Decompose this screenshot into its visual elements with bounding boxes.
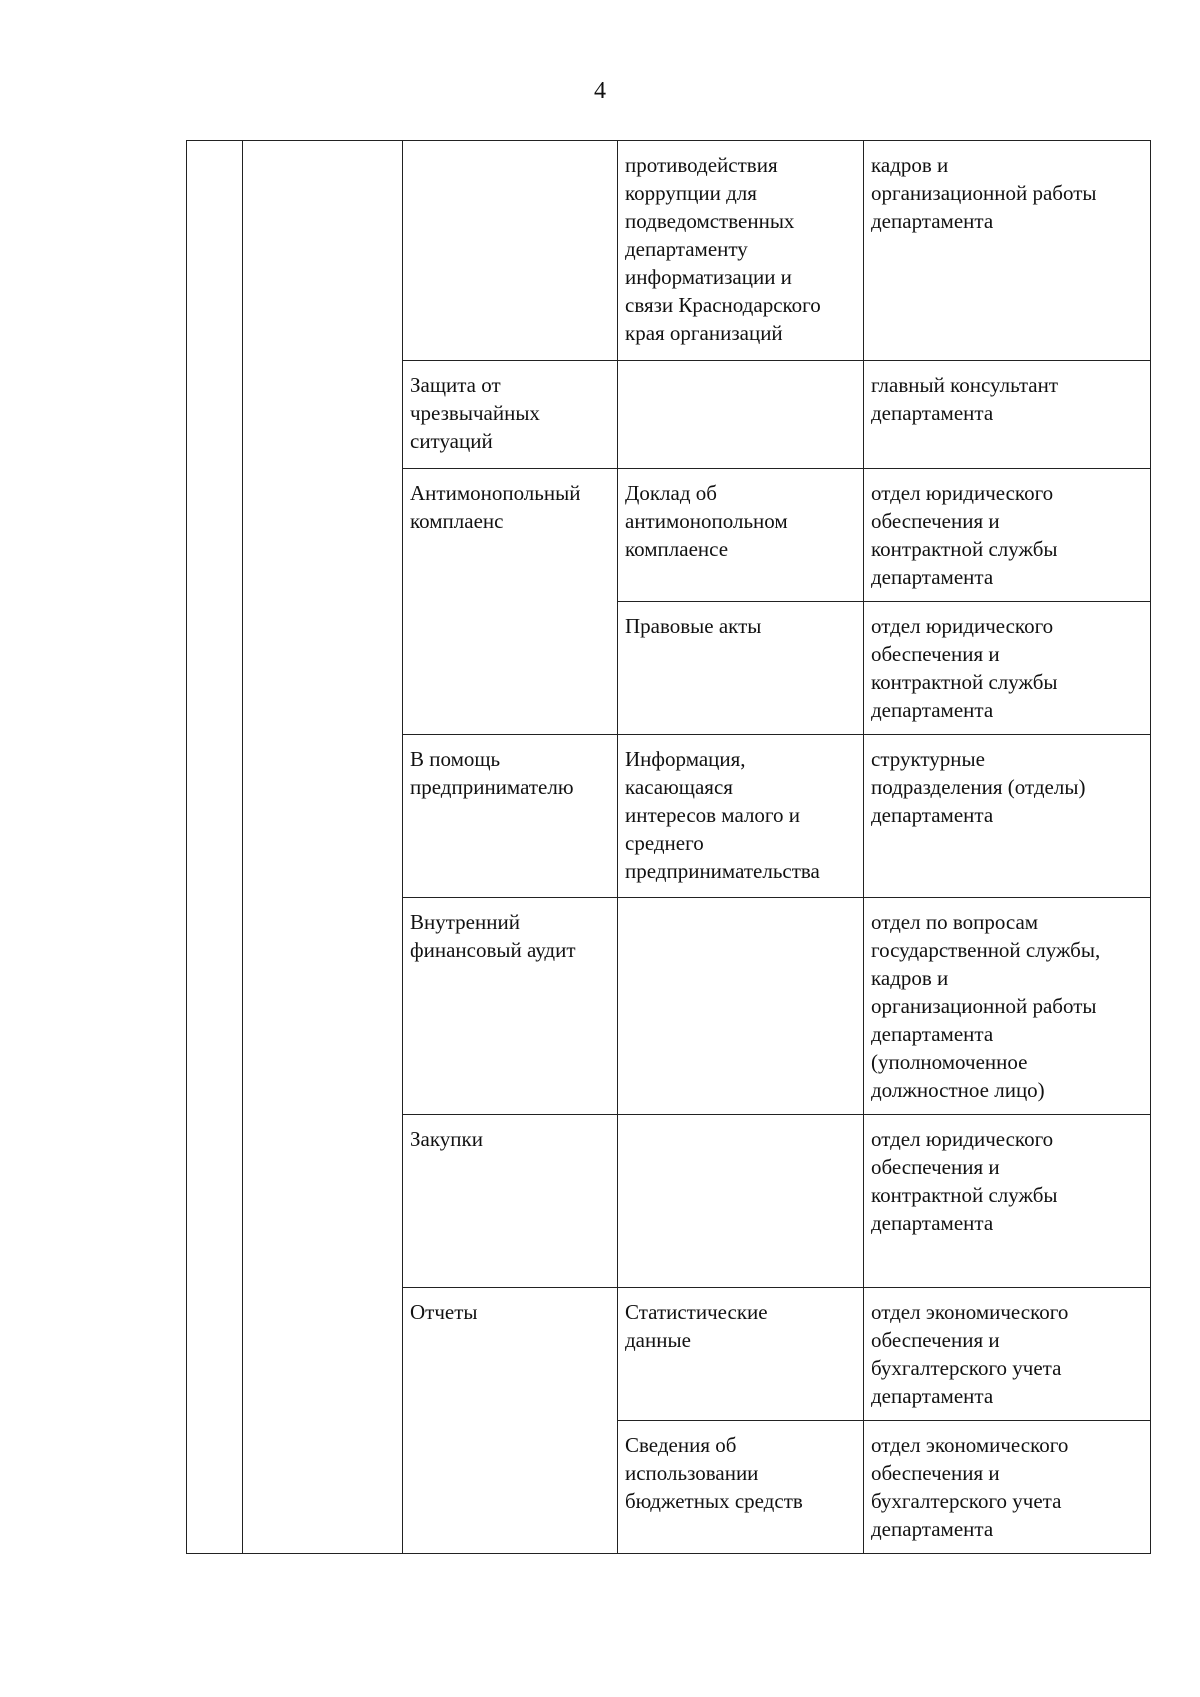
material-cell bbox=[618, 1421, 864, 1554]
material-text: Информация, касающаяся интересов малого и среднего предпринимательства bbox=[625, 747, 820, 883]
section-cell bbox=[403, 1115, 618, 1288]
section-cell bbox=[403, 361, 618, 469]
category-column-cell bbox=[243, 141, 403, 1554]
responsible-text: отдел юридического обеспечения и контрактной службы департамента bbox=[871, 1127, 1058, 1235]
responsible-cell bbox=[864, 735, 1151, 898]
responsible-text: отдел юридического обеспечения и контрактной службы департамента bbox=[871, 614, 1058, 722]
responsible-text: отдел юридического обеспечения и контрактной службы департамента bbox=[871, 481, 1058, 589]
section-text: Отчеты bbox=[410, 1300, 478, 1324]
material-cell bbox=[618, 898, 864, 1115]
responsible-cell bbox=[864, 469, 1151, 602]
responsible-text: главный консультант департамента bbox=[871, 373, 1059, 425]
document-table bbox=[186, 140, 1151, 1554]
material-cell bbox=[618, 1115, 864, 1288]
section-cell bbox=[403, 469, 618, 735]
material-text: Сведения об использовании бюджетных средств bbox=[625, 1433, 803, 1513]
responsible-cell bbox=[864, 1288, 1151, 1421]
material-text: Правовые акты bbox=[625, 614, 762, 638]
section-text: В помощь предпринимателю bbox=[410, 747, 574, 799]
responsible-text: отдел экономического обеспечения и бухгалтерского учета департамента bbox=[871, 1433, 1069, 1541]
section-cell bbox=[403, 898, 618, 1115]
responsible-text: отдел экономического обеспечения и бухгалтерского учета департамента bbox=[871, 1300, 1069, 1408]
material-cell bbox=[618, 735, 864, 898]
section-text: Внутренний финансовый аудит bbox=[410, 910, 576, 962]
section-text: Закупки bbox=[410, 1127, 483, 1151]
responsible-cell bbox=[864, 1115, 1151, 1288]
material-cell bbox=[618, 361, 864, 469]
section-cell bbox=[403, 141, 618, 361]
section-text: Защита от чрезвычайных ситуаций bbox=[410, 373, 540, 453]
responsible-text: структурные подразделения (отделы) департамента bbox=[871, 747, 1086, 827]
responsible-cell bbox=[864, 602, 1151, 735]
material-cell bbox=[618, 469, 864, 602]
section-cell bbox=[403, 1288, 618, 1554]
material-text: Статистические данные bbox=[625, 1300, 768, 1352]
section-text: Антимонопольный комплаенс bbox=[410, 481, 581, 533]
responsible-cell bbox=[864, 898, 1151, 1115]
section-cell bbox=[403, 735, 618, 898]
material-text: Доклад об антимонопольном комплаенсе bbox=[625, 481, 788, 561]
material-text: противодействия коррупции для подведомственных департаменту информатизации и связи Краснодарского края организаций bbox=[625, 153, 821, 345]
responsible-cell bbox=[864, 361, 1151, 469]
material-cell bbox=[618, 602, 864, 735]
table-row bbox=[187, 141, 1151, 361]
responsible-cell bbox=[864, 141, 1151, 361]
responsible-text: кадров и организационной работы департамента bbox=[871, 153, 1097, 233]
material-cell bbox=[618, 141, 864, 361]
material-cell bbox=[618, 1288, 864, 1421]
responsible-text: отдел по вопросам государственной службы, кадров и организационной работы департамента (уполномоченное должностное лицо) bbox=[871, 910, 1101, 1102]
responsible-cell bbox=[864, 1421, 1151, 1554]
page-number: 4 bbox=[594, 78, 606, 104]
number-column-cell bbox=[187, 141, 243, 1554]
